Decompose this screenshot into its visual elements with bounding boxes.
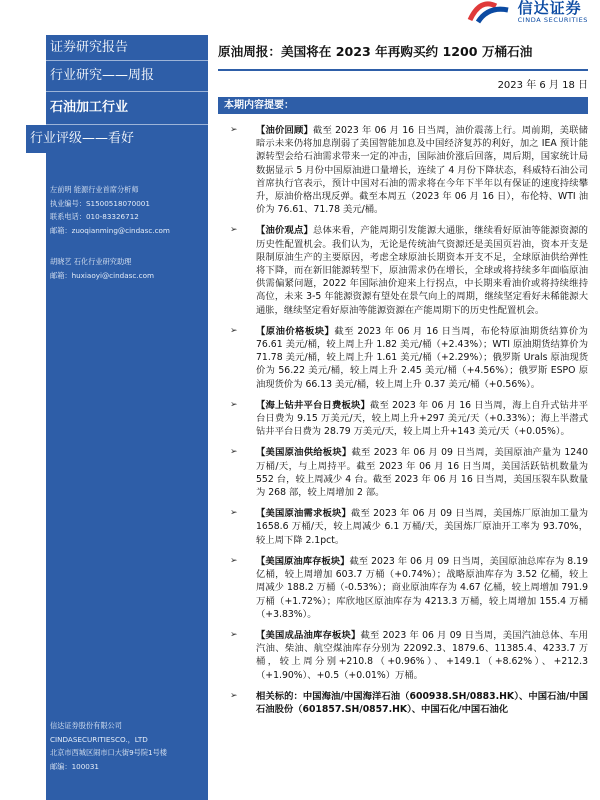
sidebar (30, 35, 208, 800)
bullet-oil-price-review (218, 124, 588, 216)
bullet-us-demand-sector (218, 507, 588, 547)
arrow-icon: ➢ (230, 125, 238, 135)
arrow-icon: ➢ (230, 447, 238, 458)
bullet-us-products-sector (218, 629, 588, 682)
bullet-related-stocks (218, 690, 588, 716)
bullet-tag: 【美国原油供给板块】 (256, 447, 352, 459)
logo-english-name: CINDA SECURITIES (517, 16, 588, 24)
analyst-1-license: 执业编号：S1500518070001 (50, 198, 150, 208)
report-type: 证券研究报告 (46, 35, 208, 61)
bullet-text: 截至 2023 年 06 月 09 日当周，美国原油产量为 1240 万桶/天，与上周持平。截至 2023 年 06 月 16 日当周，美国活跃钻机数量为 552 台，较上周减少 4 台。截至 2023 年 06 月 16 日当周，美国压裂车队数量为 268 部，较上周增加 2 部。 (256, 447, 588, 499)
report-date: 2023 年 6 月 18 日 (497, 80, 588, 91)
bullet-offshore-rig-sector (218, 399, 588, 439)
bullet-tag: 【美国成品油库存板块】 (256, 629, 361, 641)
arrow-icon: ➢ (230, 325, 238, 336)
bullet-tag: 【油价回顾】 (256, 125, 313, 136)
title-divider (218, 69, 588, 71)
bullet-text: 截至 2023 年 06 月 09 日当周，美国炼厂原油加工量为 1658.6 万桶/天，较上周减少 6.1 万桶/天，美国炼厂原油开工率为 93.70%，较上周下降 2.1pct。 (256, 508, 588, 546)
main-content (218, 35, 588, 724)
analyst-2-name: 胡晓艺 石化行业研究助理 (50, 257, 132, 266)
bullet-text: 截至 2023 年 06 月 09 日当周，美国汽油总体、车用汽油、柴油、航空煤油库存分别为 22092.3、1879.6、11385.4、4233.7 万桶，较上周分别+210.8（+0.96%）、+149.1（+8.62%）、+212.3（+1.90%）、+0.5（+0.01%）万桶。 (256, 629, 588, 681)
bullet-tag: 【油价观点】 (256, 225, 313, 237)
report-category: 行业研究——周报 (46, 61, 208, 92)
analyst-1-name: 左前明 能源行业首席分析师 (50, 185, 139, 194)
bullet-crude-price-sector (218, 325, 588, 391)
page-title: 原油周报：美国将在 2023 年再购买约 1200 万桶石油 (218, 44, 533, 59)
analyst-info-secondary (46, 255, 208, 282)
analyst-1-email[interactable]: 邮箱：zuoqianming@cindasc.com (50, 225, 170, 235)
summary-bullets (218, 124, 588, 716)
bullet-tag: 相关标的： (256, 690, 303, 702)
arrow-icon: ➢ (230, 690, 238, 701)
arrow-icon: ➢ (230, 508, 238, 519)
industry-rating: 行业评级——看好 (26, 125, 208, 153)
bullet-us-inventory-sector (218, 555, 588, 621)
cinda-logo (466, 0, 588, 24)
bullet-text: 截至 2023 年 06 月 09 日当周，美国原油总库存为 8.19 亿桶，较上周增加 603.7 万桶（+0.74%）；战略原油库存为 3.52 亿桶，较上周减少 188.2 万桶（-0.53%）；商业原油库存为 4.67 亿桶，较上周增加 791.9 万桶（+1.72%）；库欣地区原油库存为 4213.3 万桶，较上周增加 155.4 万桶（+3.83%）。 (256, 555, 588, 620)
company-info (46, 719, 171, 773)
bullet-text: 截至 2023 年 06 月 16 日当周，油价震荡上行。周前期，美联储暗示未来仍将加息削弱了美国智能加息及中国经济复苏的利好，加之 IEA 预计能源转型会给石油需求带来一定的冲击，国际油价涨后回落，周后期，国家统计局数据显示 5 月份中国原油进口量增长，连续了 4 月份下降状态，科威特石油公司首席执行官表示，预计中国对石油的需求将在今年下半年以有保证的速度持续攀升，原油价格出现反弹。截至本周五（2023 年 06 月 16 日），布伦特、WTI 油价为 76.61、71.78 美元/桶。 (256, 125, 588, 216)
bullet-text: 总体来看，产能周期引发能源大通胀，继续看好原油等能源资源的历史性配置机会。我们认为，无论是传统油气资源还是美国页岩油，资本开支是限制原油生产的主要原因，考虑全球原油长期资本开支不足，全球原油供给弹性将下降，而在新旧能源转型下，原油需求仍在增长，全球或将持续多年面临原油供需偏紧问题，2022 年国际油价迎来上行拐点，中长期来看油价或将持续维持高位，未来 3-5 年能源资源有望处在景气向上的周期，继续坚定看好未稀能源大通胀，继续坚定看好原油等能源资源在产能周期下的历史性配置机会。 (256, 225, 588, 316)
analyst-info-primary (46, 183, 208, 237)
analyst-1-phone: 联系电话：010-83326712 (50, 212, 139, 221)
bullet-us-supply-sector (218, 446, 588, 499)
bullet-text: 截至 2023 年 06 月 16 日当周，海上自升式钻井平台日费为 9.15 万美元/天，较上周上升+297 美元/天（+0.33%）；海上半潜式钻井平台日费为 28.79 万美元/天，较上周上升+143 美元/天（+0.05%）。 (256, 399, 588, 438)
company-name-en: CINDASECURITIESCO.，LTD (50, 734, 148, 744)
industry-name: 石油加工行业 (46, 92, 208, 125)
bullet-text: 中国海油/中国海洋石油（600938.SH/0883.HK）、中国石油/中国石油股份（601857.SH/0857.HK）、中国石化/中国石油化 (256, 690, 588, 715)
analyst-2-email[interactable]: 邮箱：huxiaoyi@cindasc.com (50, 270, 154, 280)
company-name-cn: 信达证券股份有限公司 (50, 721, 122, 730)
bullet-tag: 【海上钻井平台日费板块】 (256, 399, 370, 411)
bullet-tag: 【美国原油需求板块】 (256, 508, 351, 520)
arrow-icon: ➢ (230, 555, 238, 566)
company-address: 北京市西城区闹市口大街9号院1号楼 (50, 748, 167, 757)
arrow-icon: ➢ (230, 629, 238, 640)
arrow-icon: ➢ (230, 399, 238, 410)
summary-header: 本期内容提要： (218, 97, 588, 114)
company-postcode: 邮编：100031 (50, 761, 100, 771)
cinda-logo-mark (466, 0, 512, 24)
bullet-tag: 【美国原油库存板块】 (256, 555, 350, 567)
logo-chinese-name: 信达证券 (517, 0, 582, 17)
bullet-text: 截至 2023 年 06 月 16 日当周，布伦特原油期货结算价为 76.61 美元/桶，较上周上升 1.82 美元/桶（+2.43%）；WTI 原油期货结算价为 71.78 美元/桶，较上周上升 1.61 美元/桶（+2.29%）；俄罗斯 Urals 原油现货价为 56.22 美元/桶，较上周上升 2.45 美元/桶（+4.56%）；俄罗斯 ESPO 原油现货价为 66.13 美元/桶，较上周上升 0.37 美元/桶（+0.56%）。 (256, 325, 588, 390)
bullet-oil-price-view (218, 224, 588, 316)
bullet-tag: 【原油价格板块】 (256, 325, 335, 337)
arrow-icon: ➢ (230, 225, 238, 236)
